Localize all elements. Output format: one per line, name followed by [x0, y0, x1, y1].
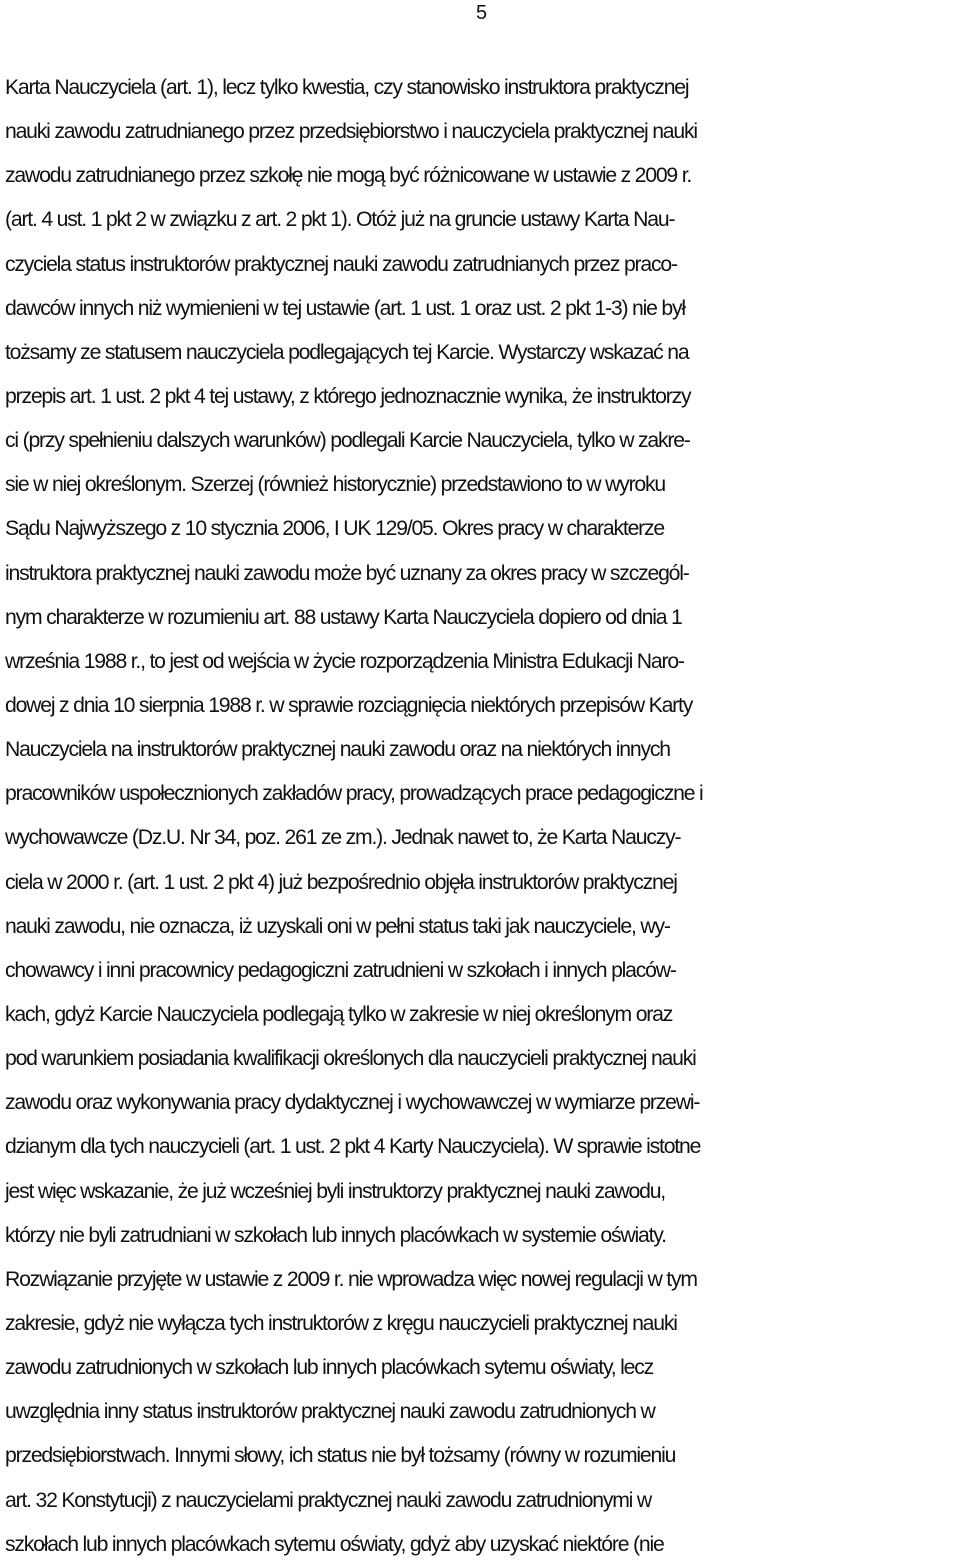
text-line: wychowawcze (Dz.U. Nr 34, poz. 261 ze zm.). Jednak nawet to, że Karta Nauczy- — [5, 826, 681, 850]
text-line: września 1988 r., to jest od wejścia w życie rozporządzenia Ministra Edukacji Naro- — [5, 649, 684, 673]
text-line: pracowników uspołecznionych zakładów pracy, prowadzących prace pedagogiczne i — [5, 782, 703, 806]
text-line: sie w niej określonym. Szerzej (również historycznie) przedstawiono to w wyroku — [5, 473, 665, 497]
text-line: pod warunkiem posiadania kwalifikacji określonych dla nauczycieli praktycznej nauki — [5, 1047, 696, 1071]
text-line: art. 32 Konstytucji) z nauczycielami praktycznej nauki zawodu zatrudnionymi w — [5, 1488, 651, 1512]
text-line: dzianym dla tych nauczycieli (art. 1 ust. 2 pkt 4 Karty Nauczyciela). W sprawie istotne — [5, 1135, 701, 1159]
text-line: przedsiębiorstwach. Innymi słowy, ich status nie był tożsamy (równy w rozumieniu — [5, 1444, 676, 1468]
text-line: dowej z dnia 10 sierpnia 1988 r. w sprawie rozciągnięcia niektórych przepisów Karty — [5, 693, 693, 717]
text-line: instruktora praktycznej nauki zawodu może być uznany za okres pracy w szczegól- — [5, 561, 689, 585]
text-line: zawodu oraz wykonywania pracy dydaktycznej i wychowawczej w wymiarze przewi- — [5, 1091, 700, 1115]
text-line: zawodu zatrudnianego przez szkołę nie mogą być różnicowane w ustawie z 2009 r. — [5, 164, 692, 188]
text-line: zakresie, gdyż nie wyłącza tych instruktorów z kręgu nauczycieli praktycznej nauki — [5, 1311, 677, 1335]
text-line: chowawcy i inni pracownicy pedagogiczni zatrudnieni w szkołach i innych placów- — [5, 958, 676, 982]
page-number: 5 — [476, 2, 488, 24]
text-line: którzy nie byli zatrudniani w szkołach lub innych placówkach w systemie oświaty. — [5, 1223, 666, 1247]
text-line: szkołach lub innych placówkach sytemu oświaty, gdyż aby uzyskać niektóre (nie — [5, 1532, 664, 1556]
text-line: kach, gdyż Karcie Nauczyciela podlegają tylko w zakresie w niej określonym oraz — [5, 1002, 673, 1026]
text-line: jest więc wskazanie, że już wcześniej byli instruktorzy praktycznej nauki zawodu, — [5, 1179, 665, 1203]
text-line: Rozwiązanie przyjęte w ustawie z 2009 r. nie wprowadza więc nowej regulacji w tym — [5, 1267, 697, 1291]
text-line: Nauczyciela na instruktorów praktycznej nauki zawodu oraz na niektórych innych — [5, 738, 670, 762]
text-line: ci (przy spełnieniu dalszych warunków) podlegali Karcie Nauczyciela, tylko w zakre- — [5, 429, 690, 453]
text-line: dawców innych niż wymienieni w tej ustawie (art. 1 ust. 1 oraz ust. 2 pkt 1-3) nie był — [5, 296, 685, 320]
text-line: Sądu Najwyższego z 10 stycznia 2006, I UK 129/05. Okres pracy w charakterze — [5, 517, 664, 541]
text-line: nym charakterze w rozumieniu art. 88 ustawy Karta Nauczyciela dopiero od dnia 1 — [5, 605, 682, 629]
text-line: ciela w 2000 r. (art. 1 ust. 2 pkt 4) już bezpośrednio objęła instruktorów praktycznej — [5, 870, 677, 894]
text-line: (art. 4 ust. 1 pkt 2 w związku z art. 2 pkt 1). Otóż już na gruncie ustawy Karta Nau- — [5, 208, 675, 232]
text-line: czyciela status instruktorów praktycznej nauki zawodu zatrudnianych przez praco- — [5, 252, 677, 276]
text-line: nauki zawodu zatrudnianego przez przedsiębiorstwo i nauczyciela praktycznej nauki — [5, 120, 697, 144]
text-line: przepis art. 1 ust. 2 pkt 4 tej ustawy, z którego jednoznacznie wynika, że instruktorzy — [5, 384, 691, 408]
document-body — [5, 66, 960, 1567]
text-line: zawodu zatrudnionych w szkołach lub innych placówkach sytemu oświaty, lecz — [5, 1356, 654, 1380]
text-line: Karta Nauczyciela (art. 1), lecz tylko kwestia, czy stanowisko instruktora praktycznej — [5, 76, 689, 99]
text-line: tożsamy ze statusem nauczyciela podlegających tej Karcie. Wystarczy wskazać na — [5, 340, 689, 364]
text-line: uwzględnia inny status instruktorów praktycznej nauki zawodu zatrudnionych w — [5, 1400, 655, 1424]
text-line: nauki zawodu, nie oznacza, iż uzyskali oni w pełni status taki jak nauczyciele, wy- — [5, 914, 670, 938]
